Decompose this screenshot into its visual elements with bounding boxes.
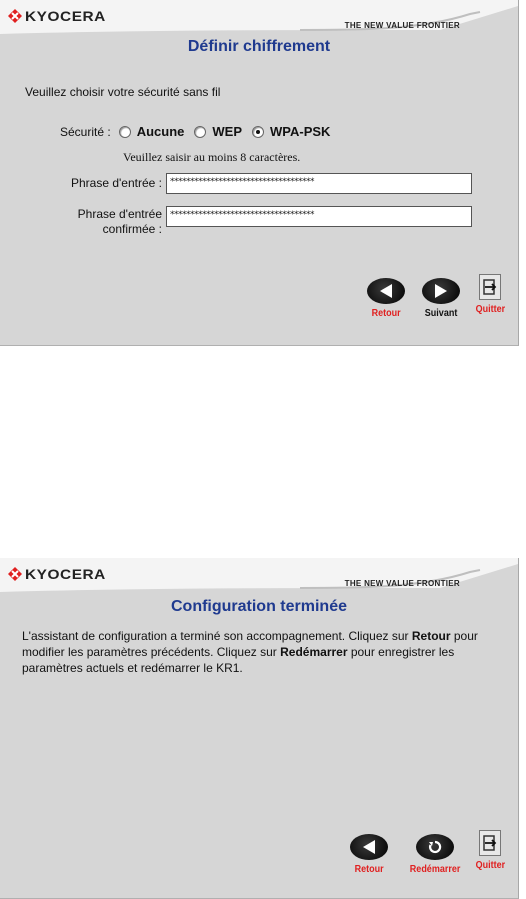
- back-button[interactable]: Retour: [350, 834, 388, 875]
- page-title: Définir chiffrement: [187, 38, 331, 55]
- restart-button[interactable]: Redémarrer: [407, 834, 463, 875]
- intro-text: Veuillez choisir votre sécurité sans fil: [25, 85, 221, 99]
- completion-panel: [0, 558, 519, 899]
- confirm-passphrase-input[interactable]: ************************************: [166, 206, 472, 227]
- kyocera-logo: KYOCERA: [8, 8, 99, 24]
- page-title: Configuration terminée: [170, 598, 347, 615]
- confirm-passphrase-label: Phrase d'entrée confirmée :: [77, 207, 162, 236]
- restart-icon[interactable]: [416, 834, 454, 860]
- radio-dot[interactable]: [119, 126, 131, 138]
- exit-door-icon[interactable]: [479, 830, 501, 856]
- quit-button[interactable]: Quitter: [474, 830, 507, 871]
- tagline: THE NEW VALUE FRONTIER: [344, 579, 460, 588]
- back-arrow-icon[interactable]: [367, 278, 405, 304]
- security-row: [60, 124, 340, 139]
- exit-door-icon[interactable]: [479, 274, 501, 300]
- min-length-hint: Veuillez saisir au moins 8 caractères.: [123, 150, 301, 164]
- header-bar: [0, 558, 518, 592]
- radio-dot[interactable]: [194, 126, 206, 138]
- security-label: Sécurité :: [60, 124, 111, 139]
- back-arrow-icon[interactable]: [350, 834, 388, 860]
- header-bar: [0, 0, 518, 34]
- passphrase-label: Phrase d'entrée :: [70, 176, 162, 190]
- back-button[interactable]: Retour: [367, 278, 405, 319]
- kyocera-logo: KYOCERA: [8, 566, 99, 582]
- next-arrow-icon[interactable]: [422, 278, 460, 304]
- tagline: THE NEW VALUE FRONTIER: [344, 21, 460, 30]
- next-button[interactable]: Suivant: [422, 278, 460, 319]
- radio-dot-selected[interactable]: [252, 126, 264, 138]
- kyocera-mark-icon: [8, 567, 22, 581]
- passphrase-input[interactable]: ************************************: [166, 173, 472, 194]
- radio-wpa-psk[interactable]: WPA-PSK: [252, 124, 330, 139]
- completion-message: L'assistant de configuration a terminé son accompagnement. Cliquez sur Retour pour modifier les paramètres précédents. Cliquez sur Redémarrer pour enregistrer les paramètres actuels et redémarrer le KR1.: [22, 629, 478, 675]
- radio-aucune[interactable]: Aucune: [119, 124, 185, 139]
- encryption-panel: [0, 0, 519, 346]
- radio-wep[interactable]: WEP: [194, 124, 242, 139]
- quit-button[interactable]: Quitter: [474, 274, 507, 315]
- kyocera-mark-icon: [8, 9, 22, 23]
